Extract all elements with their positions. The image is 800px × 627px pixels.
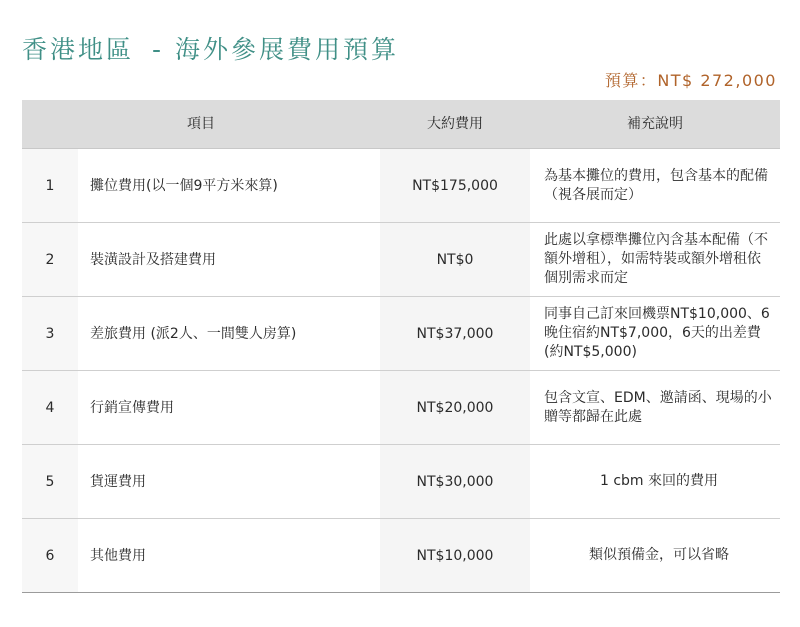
page-title — [22, 30, 399, 66]
row-cost: NT$30,000 — [380, 445, 530, 518]
row-note: 為基本攤位的費用，包含基本的配備（視各展而定） — [530, 149, 780, 222]
row-note: 此處以拿標準攤位內含基本配備（不額外增租），如需特裝或額外增租依個別需求而定 — [530, 223, 780, 296]
column-header-cost: 大約費用 — [380, 100, 530, 148]
row-number: 1 — [22, 149, 78, 222]
table-row — [22, 371, 780, 445]
table-row — [22, 223, 780, 297]
table-row — [22, 445, 780, 519]
row-cost: NT$0 — [380, 223, 530, 296]
row-note: 同事自己訂來回機票NT$10,000、6晚住宿約NT$7,000，6天的出差費(約NT$5,000) — [530, 297, 780, 370]
row-note: 1 cbm 來回的費用 — [530, 445, 780, 518]
row-item: 其他費用 — [78, 519, 380, 592]
row-cost: NT$10,000 — [380, 519, 530, 592]
budget-total: 預算：NT$ 272,000 — [604, 71, 777, 90]
row-item: 裝潢設計及搭建費用 — [78, 223, 380, 296]
table-row — [22, 519, 780, 592]
table-row — [22, 297, 780, 371]
row-number: 5 — [22, 445, 78, 518]
budget-table — [22, 100, 780, 593]
row-number: 4 — [22, 371, 78, 444]
row-cost: NT$20,000 — [380, 371, 530, 444]
row-cost: NT$175,000 — [380, 149, 530, 222]
row-item: 差旅費用 (派2人、一間雙人房算) — [78, 297, 380, 370]
column-header-item: 項目 — [22, 100, 380, 148]
table-row — [22, 149, 780, 223]
row-number: 3 — [22, 297, 78, 370]
row-note: 包含文宣、EDM、邀請函、現場的小贈等都歸在此處 — [530, 371, 780, 444]
row-item: 貨運費用 — [78, 445, 380, 518]
row-item: 攤位費用(以一個9平方米來算) — [78, 149, 380, 222]
title-region: 香港地區 — [22, 35, 135, 64]
table-header — [22, 100, 780, 149]
row-cost: NT$37,000 — [380, 297, 530, 370]
row-note: 類似預備金，可以省略 — [530, 519, 780, 592]
row-number: 6 — [22, 519, 78, 592]
row-number: 2 — [22, 223, 78, 296]
title-subtitle: - 海外參展費用預算 — [152, 35, 399, 64]
row-item: 行銷宣傳費用 — [78, 371, 380, 444]
column-header-note: 補充說明 — [530, 100, 780, 148]
